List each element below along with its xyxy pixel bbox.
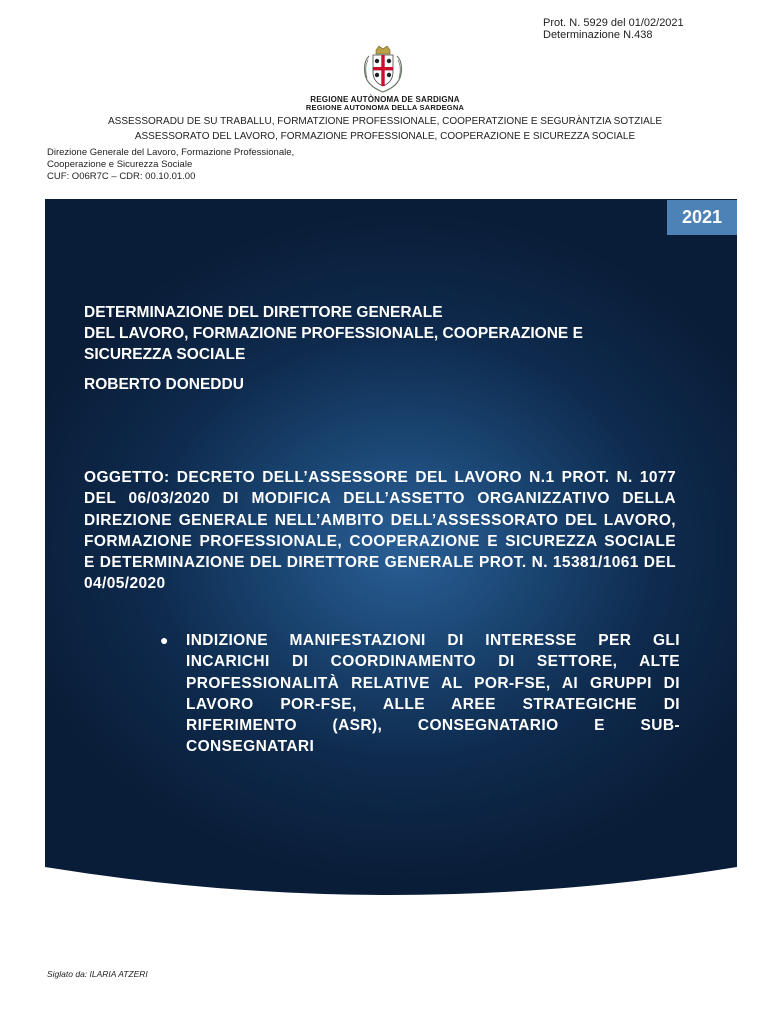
cuf-cdr-line: CUF: O06R7C – CDR: 00.10.01.00 [47, 171, 196, 182]
direzione-line-2: Cooperazione e Sicurezza Sociale [47, 159, 193, 170]
direzione-line-1: Direzione Generale del Lavoro, Formazione Professionale, [47, 147, 295, 158]
region-name-sardinian: REGIONE AUTÒNOMA DE SARDIGNA [310, 95, 460, 104]
subject-bullet-item [160, 630, 680, 758]
subject-paragraph: OGGETTO: DECRETO DELL’ASSESSORE DEL LAVORO N.1 PROT. N. 1077 DEL 06/03/2020 DI MODIFICA DELL’ASSETTO ORGANIZZATIVO DELLA DIREZIONE GENERALE NELL’AMBITO DELL’ASSESSORATO DEL LAVORO, FORMAZIONE PROFESSIONALE, COOPERAZIONE E SICUREZZA SOCIALE E DETERMINAZIONE DEL DIRETTORE GENERALE PROT. N. 15381/1061 DEL 04/05/2020 [84, 469, 676, 593]
determinazione-number: Determinazione N.438 [543, 29, 653, 41]
region-sardinia-coat-of-arms-icon [359, 44, 407, 94]
bullet-text: INDIZIONE MANIFESTAZIONI DI INTERESSE PER GLI INCARICHI DI COORDINAMENTO DI SETTORE, ALTE PROFESSIONALITÀ RELATIVE AL POR-FSE, AI GRUPPI DI LAVORO POR-FSE, ALLE AREE STRATEGICHE DI RIFERIMENTO (ASR), CONSEGNATARIO E SUB-CONSEGNATARI [186, 632, 680, 756]
title-line-1: DETERMINAZIONE DEL DIRETTORE GENERALE [84, 304, 443, 321]
year-badge: 2021 [667, 200, 737, 235]
protocol-block [543, 17, 684, 41]
region-name-block [0, 96, 770, 112]
assessorato-sardinian: ASSESSORADU DE SU TRABALLU, FORMATZIONE PROFESSIONALE, COOPERATZIONE E SEGURÀNTZIA SOTZIALE [108, 116, 662, 127]
director-name: ROBERTO DONEDDU [84, 376, 244, 393]
signed-by: Siglato da: ILARIA ATZERI [47, 969, 148, 979]
title-line-2: DEL LAVORO, FORMAZIONE PROFESSIONALE, COOPERAZIONE E [84, 325, 583, 342]
title-line-3: SICUREZZA SOCIALE [84, 346, 246, 363]
protocol-number: Prot. N. 5929 del 01/02/2021 [543, 17, 684, 29]
direzione-block [47, 147, 294, 183]
assessorato-italian: ASSESSORATO DEL LAVORO, FORMAZIONE PROFESSIONALE, COOPERAZIONE E SICUREZZA SOCIALE [134, 131, 636, 142]
bullet-dot-icon: ● [160, 632, 169, 648]
assessorato-block [0, 114, 770, 144]
document-title [84, 302, 684, 365]
region-name-italian: REGIONE AUTONOMA DELLA SARDEGNA [305, 103, 465, 112]
